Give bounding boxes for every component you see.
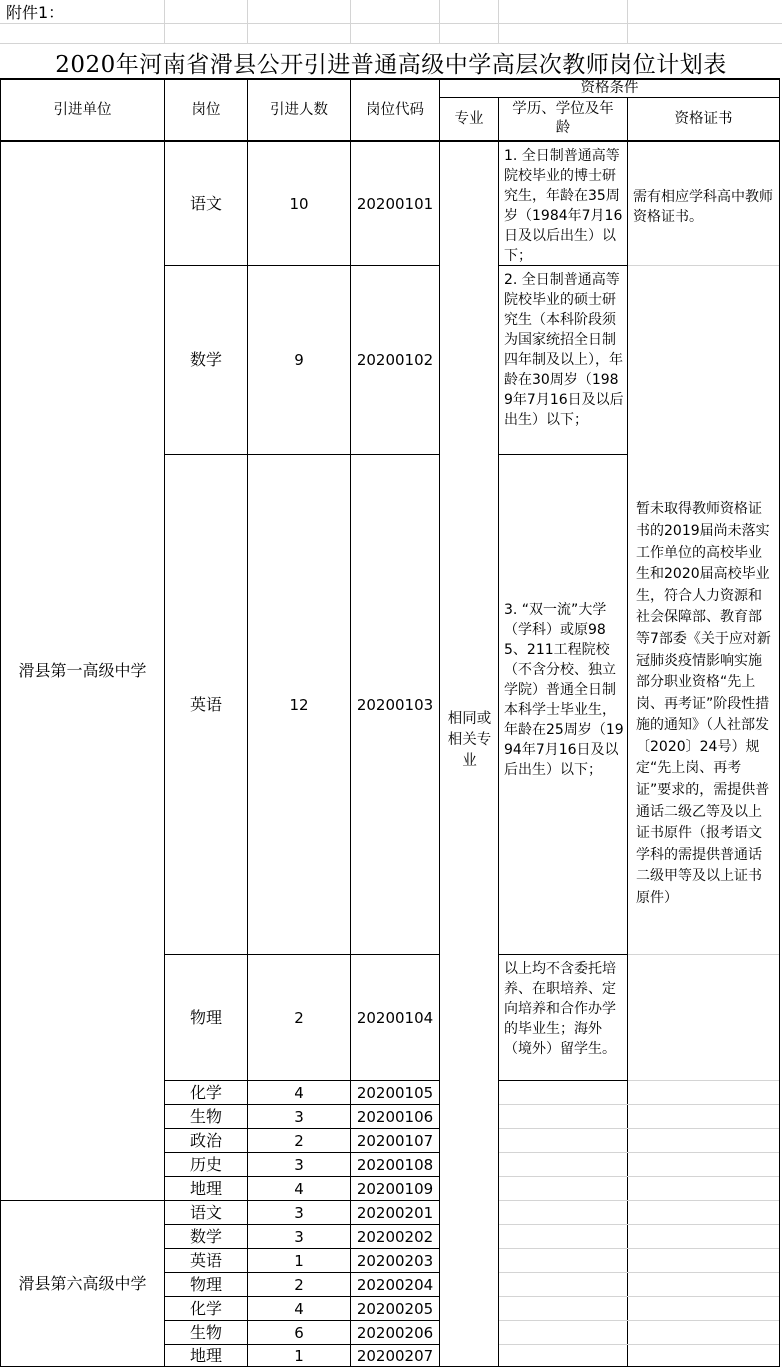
code-cell: 20200107 [356,1131,434,1150]
gridline [0,23,782,24]
position-cell: 生物 [189,1322,222,1342]
code-cell: 20200106 [356,1107,434,1126]
count-cell: 3 [294,1107,304,1126]
gridline [499,1224,779,1225]
header-conditions: 资格条件 [580,80,639,96]
count-cell: 4 [294,1179,304,1198]
certificate-item-1: 需有相应学科高中教师资格证书。 [633,189,773,225]
count-cell: 10 [289,194,309,213]
code-cell: 20200109 [356,1179,434,1198]
code-cell: 20200104 [356,1008,434,1027]
education-item-1: 1. 全日制普通高等院校毕业的博士研究生，年龄在35周岁（1984年7月16日及以后出生）以下； [504,148,623,264]
count-cell: 9 [294,351,304,369]
code-cell: 20200105 [356,1083,434,1102]
row-line [498,1080,627,1081]
position-cell: 地理 [189,1178,222,1198]
code-cell: 20200102 [356,351,434,369]
header-code: 岗位代码 [366,102,424,118]
header-count: 引进人数 [270,102,328,118]
code-cell: 20200203 [356,1251,434,1270]
position-cell: 政治 [189,1130,222,1150]
position-cell: 英语 [189,1250,222,1270]
code-cell: 20200202 [356,1227,434,1246]
education-item-4: 以上均不含委托培养、在职培养、定向培养和合作办学的毕业生；海外（境外）留学生。 [504,961,616,1057]
unit-name: 滑县第六高级中学 [18,1273,147,1293]
code-cell: 20200206 [356,1323,434,1342]
gridline [499,1104,779,1105]
position-cell: 英语 [189,694,222,714]
count-cell: 6 [294,1323,304,1342]
code-cell: 20200103 [356,695,434,714]
gridline [0,43,782,44]
count-cell: 12 [289,695,309,714]
count-cell: 1 [294,1346,304,1365]
count-cell: 4 [294,1083,304,1102]
gridline [627,0,628,44]
position-cell: 物理 [189,1007,222,1027]
gridline [499,1128,779,1129]
count-cell: 2 [294,1008,304,1027]
count-cell: 1 [294,1251,304,1270]
count-cell: 2 [294,1131,304,1150]
position-cell: 语文 [189,193,222,213]
gridline [628,265,779,266]
gridline [499,1152,779,1153]
table-border-bottom [0,1366,780,1367]
count-cell: 3 [294,1227,304,1246]
code-cell: 20200101 [356,194,434,213]
page-title: 2020年河南省滑县公开引进普通高级中学高层次教师岗位计划表 [55,51,727,78]
gridline [499,1248,779,1249]
unit-name: 滑县第一高级中学 [18,661,147,680]
count-cell: 3 [294,1155,304,1174]
gridline [439,0,440,44]
annex-label: 附件1： [6,3,65,22]
gridline [350,0,351,44]
position-cell: 数学 [189,350,222,369]
gridline [498,0,499,44]
gridline [499,1272,779,1273]
header-education: 学历、学位及年龄 [512,101,614,136]
position-cell: 物理 [189,1274,222,1294]
position-cell: 化学 [189,1082,222,1102]
gridline [499,1320,779,1321]
gridline [499,1200,779,1201]
gridline [499,1344,779,1345]
header-certificate: 资格证书 [674,111,733,127]
education-item-3: 3. “双一流”大学（学科）或原985、211工程院校（不含分校、独立学院）普通全日制本科学士毕业生，年龄在25周岁（1994年7月16日及以后出生）以下； [504,602,624,778]
header-position: 岗位 [191,102,221,118]
gridline [628,1080,779,1081]
count-cell: 4 [294,1299,304,1318]
position-cell: 语文 [189,1202,222,1222]
major-cell: 相同或相关专业 [447,710,492,769]
gridline [499,1176,779,1177]
education-item-2: 2. 全日制普通高等院校毕业的硕士研究生（本科阶段须为国家统招全日制四年制及以上），年龄在30周岁（1989年7月16日及以后出生）以下； [504,272,624,428]
code-cell: 20200207 [356,1346,434,1365]
code-cell: 20200205 [356,1299,434,1318]
row-line [498,454,627,455]
gridline [247,0,248,44]
position-cell: 历史 [189,1154,222,1174]
count-cell: 2 [294,1275,304,1294]
header-major: 专业 [454,111,484,127]
count-cell: 3 [294,1203,304,1222]
code-cell: 20200108 [356,1155,434,1174]
code-cell: 20200204 [356,1275,434,1294]
position-cell: 地理 [189,1345,222,1365]
header-unit: 引进单位 [53,102,112,118]
col-line [439,78,440,1367]
table-border-right [779,78,780,1367]
position-cell: 生物 [189,1106,222,1126]
certificate-item-2: 暂未取得教师资格证书的2019届尚未落实工作单位的高校毕业生和2020届高校毕业生，符合人力资源和社会保障部、教育部等7部委《关于应对新冠肺炎疫情影响实施部分职业资格“先上岗、再考证”阶段性措施的通知》（人社部发〔2020〕24号）规定“先上岗、再考证”要求的，需提供普通话二级乙等及以上证书原件（报考语文学科的需提供普通话二级甲等及以上证书原件） [636,501,771,907]
gridline [499,1296,779,1297]
gridline [164,0,165,44]
position-cell: 数学 [189,1226,222,1246]
position-cell: 化学 [189,1298,222,1318]
code-cell: 20200201 [356,1203,434,1222]
gridline [628,954,779,955]
